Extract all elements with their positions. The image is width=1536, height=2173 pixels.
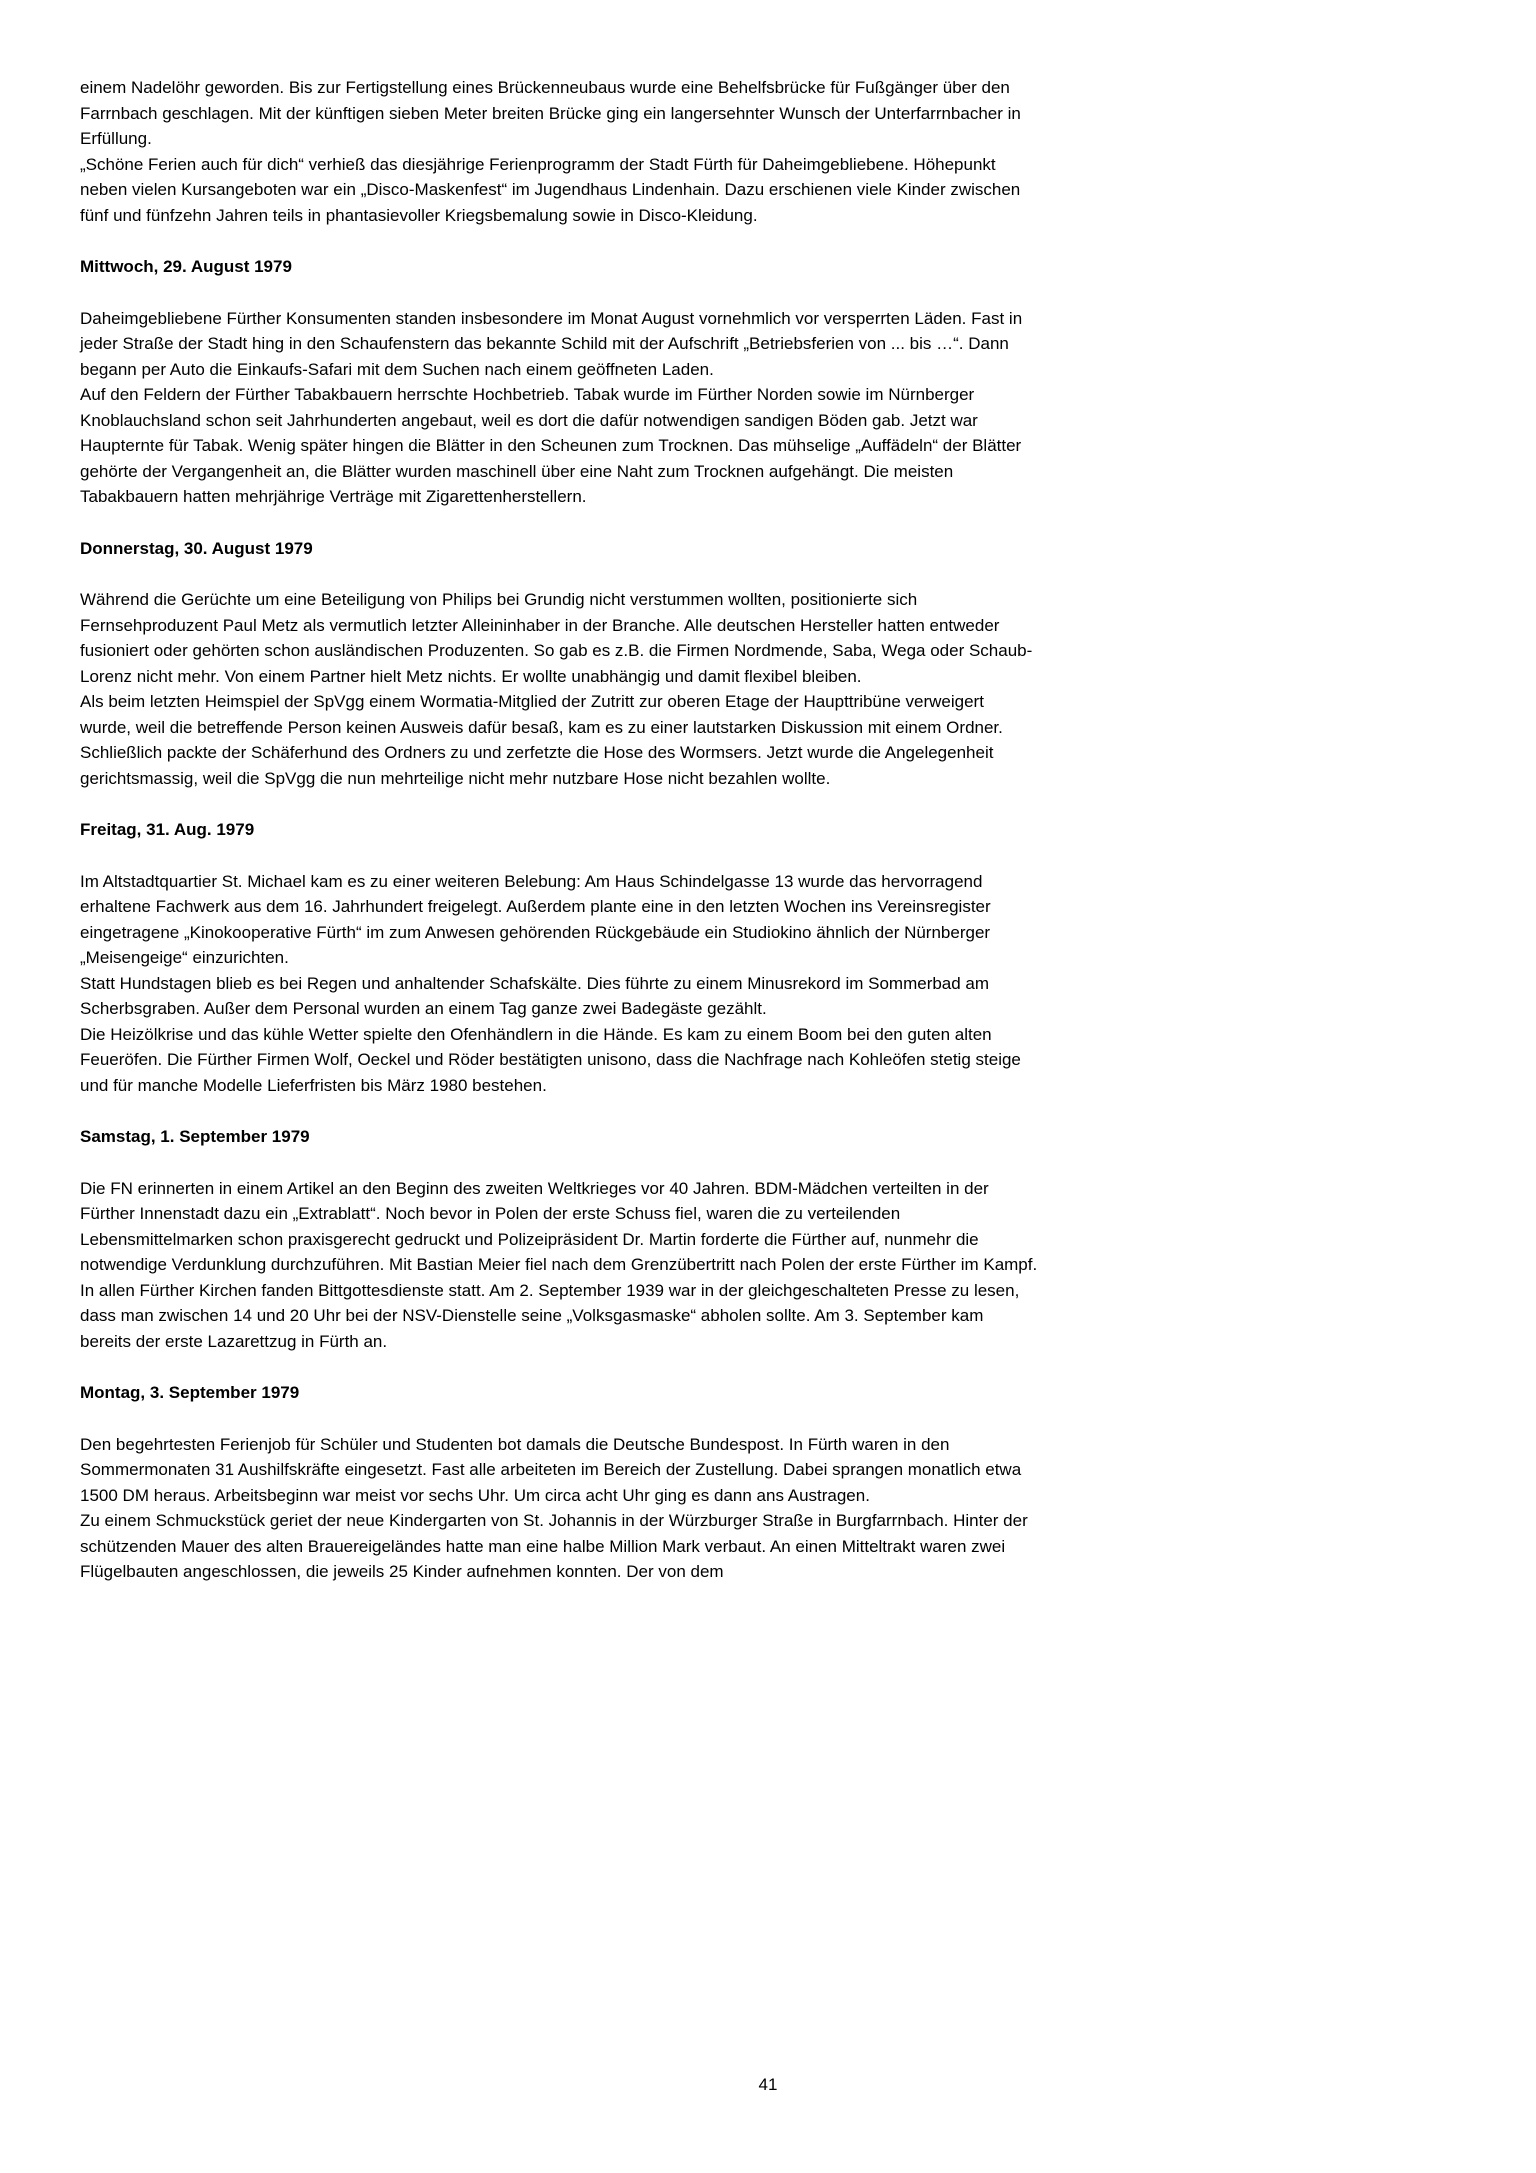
paragraph: „Schöne Ferien auch für dich“ verhieß das diesjährige Ferienprogramm der Stadt Fürth für Daheimgebliebene. Höhepunkt neben vielen Kursangeboten war ein „Disco-Maskenfest“ im Jugendhaus Lindenhain. Dazu erschienen viele Kinder zwischen fünf und fünfzehn Jahren teils in phantasievoller Kriegsbemalung sowie in Disco-Kleidung. (80, 154, 1021, 225)
paragraph: Auf den Feldern der Fürther Tabakbauern herrschte Hochbetrieb. Tabak wurde im Fürther Norden sowie im Nürnberger Knoblauchsland schon seit Jahrhunderten angebaut, weil es dort die dafür notwendigen sandigen Böden gab. Jetzt war Haupternte für Tabak. Wenig später hingen die Blätter in den Scheunen zum Trocknen. Das mühselige „Auffädeln“ der Blätter gehörte der Vergangenheit an, die Blätter wurden maschinell über eine Naht zum Trocknen aufgehängt. Die meisten Tabakbauern hatten mehrjährige Verträge mit Zigarettenherstellern. (80, 385, 1022, 506)
page-number: 41 (758, 2075, 778, 2094)
paragraph: Den begehrtesten Ferienjob für Schüler und Studenten bot damals die Deutsche Bundespost. In Fürth waren in den Sommermonaten 31 Aushilfskräfte eingesetzt. Fast alle arbeiteten im Bereich der Zustellung. Dabei sprangen monatlich etwa 1500 DM heraus. Arbeitsbeginn war meist vor sechs Uhr. Um circa acht Uhr ging es dann ans Austragen. (80, 1434, 1022, 1505)
section-heading: Montag, 3. September 1979 (80, 1383, 300, 1402)
paragraph: Als beim letzten Heimspiel der SpVgg einem Wormatia-Mitglied der Zutritt zur oberen Etage der Haupttribüne verweigert wurde, weil die betreffende Person keinen Ausweis dafür besaß, kam es zu einer lautstarken Diskussion mit einem Ordner. Schließlich packte der Schäferhund des Ordners zu und zerfetzte die Hose des Wormsers. Jetzt wurde die Angelegenheit gerichtsmassig, weil die SpVgg die nun mehrteilige nicht mehr nutzbare Hose nicht bezahlen wollte. (80, 692, 1003, 788)
section-heading: Samstag, 1. September 1979 (80, 1127, 310, 1146)
paragraph: Statt Hundstagen blieb es bei Regen und anhaltender Schafskälte. Dies führte zu einem Minusrekord im Sommerbad am Scherbsgraben. Außer dem Personal wurden an einem Tag ganze zwei Badegäste gezählt. (80, 973, 990, 1018)
paragraph: Die Heizölkrise und das kühle Wetter spielte den Ofenhändlern in die Hände. Es kam zu einem Boom bei den guten alten Feueröfen. Die Fürther Firmen Wolf, Oeckel und Röder bestätigten unisono, dass die Nachfrage nach Kohleöfen stetig steige und für manche Modelle Lieferfristen bis März 1980 bestehen. (80, 1024, 1021, 1095)
section-heading: Freitag, 31. Aug. 1979 (80, 820, 255, 839)
paragraph: Daheimgebliebene Fürther Konsumenten standen insbesondere im Monat August vornehmlich vor versperrten Läden. Fast in jeder Straße der Stadt hing in den Schaufenstern das bekannte Schild mit der Aufschrift „Betriebsferien von ... bis …“. Dann begann per Auto die Einkaufs-Safari mit dem Suchen nach einem geöffneten Laden. (80, 308, 1023, 379)
paragraph: einem Nadelöhr geworden. Bis zur Fertigstellung eines Brückenneubaus wurde eine Behelfsbrücke für Fußgänger über den Farrnbach geschlagen. Mit der künftigen sieben Meter breiten Brücke ging ein langersehnter Wunsch der Unterfarrnbacher in Erfüllung. (80, 78, 1021, 148)
paragraph: Im Altstadtquartier St. Michael kam es zu einer weiteren Belebung: Am Haus Schindelgasse 13 wurde das hervorragend erhaltene Fachwerk aus dem 16. Jahrhundert freigelegt. Außerdem plante eine in den letzten Wochen ins Vereinsregister eingetragene „Kinokooperative Fürth“ im zum Anwesen gehörenden Rückgebäude ein Studiokino ähnlich der Nürnberger „Meisengeige“ einzurichten. (80, 871, 991, 967)
paragraph: Zu einem Schmuckstück geriet der neue Kindergarten von St. Johannis in der Würzburger Straße in Burgfarrnbach. Hinter der schützenden Mauer des alten Brauereigeländes hatte man eine halbe Million Mark verbaut. An einen Mitteltrakt waren zwei Flügelbauten angeschlossen, die jeweils 25 Kinder aufnehmen konnten. Der von dem (80, 1511, 1028, 1581)
paragraph: Die FN erinnerten in einem Artikel an den Beginn des zweiten Weltkrieges vor 40 Jahren. BDM-Mädchen verteilten in der Fürther Innenstadt dazu ein „Extrablatt“. Noch bevor in Polen der erste Schuss fiel, waren die zu verteilenden Lebensmittelmarken schon praxisgerecht gedruckt und Polizeipräsident Dr. Martin forderte die Fürther auf, nunmehr die notwendige Verdunklung durchzuführen. Mit Bastian Meier fiel nach dem Grenzübertritt nach Polen der erste Fürther im Kampf. In allen Fürther Kirchen fanden Bittgottesdienste statt. Am 2. September 1939 war in der gleichgeschalteten Presse zu lesen, dass man zwischen 14 und 20 Uhr bei der NSV-Dienstelle seine „Volksgasmaske“ abholen sollte. Am 3. September kam bereits der erste Lazarettzug in Fürth an. (80, 1178, 1038, 1351)
section-heading: Donnerstag, 30. August 1979 (80, 538, 313, 558)
paragraph: Während die Gerüchte um eine Beteiligung von Philips bei Grundig nicht verstummen wollten, positionierte sich Fernsehproduzent Paul Metz als vermutlich letzter Alleininhaber in der Branche. Alle deutschen Hersteller hatten entweder fusioniert oder gehörten schon ausländischen Produzenten. So gab es z.B. die Firmen Nordmende, Saba, Wega oder Schaub-Lorenz nicht mehr. Von einem Partner hielt Metz nichts. Er wollte unabhängig und damit flexibel bleiben. (80, 590, 1033, 686)
document-content (80, 75, 1038, 1585)
section-heading: Mittwoch, 29. August 1979 (80, 257, 292, 276)
